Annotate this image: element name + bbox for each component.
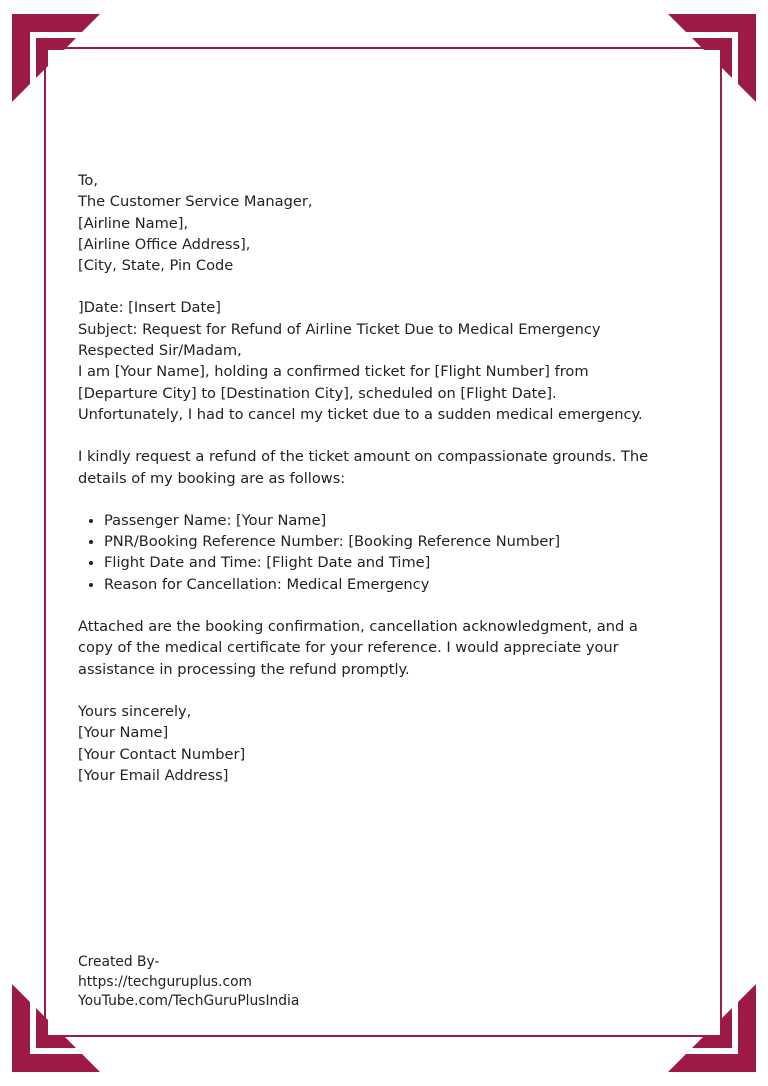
- salutation: Respected Sir/Madam,: [78, 342, 242, 360]
- corner-ornament-bottom-right: [646, 962, 756, 1072]
- corner-ornament-top-left: [12, 14, 122, 124]
- list-item: • Reason for Cancellation: Medical Emergency: [104, 574, 698, 595]
- paragraph-intro: [78, 361, 698, 425]
- creator-credit: [78, 953, 299, 1012]
- paragraph-line: Unfortunately, I had to cancel my ticket due to a sudden medical emergency.: [78, 405, 643, 423]
- closing-line: [Your Contact Number]: [78, 745, 246, 763]
- list-item: • Passenger Name: [Your Name]: [104, 510, 698, 531]
- booking-details-list: [78, 510, 698, 595]
- corner-ornament-top-right: [646, 14, 756, 124]
- letter-body: [78, 170, 698, 786]
- paragraph-line: copy of the medical certificate for your reference. I would appreciate your: [78, 639, 619, 657]
- recipient-line: [City, State, Pin Code: [78, 257, 234, 275]
- paragraph-line: I kindly request a refund of the ticket amount on compassionate grounds. The: [78, 448, 649, 466]
- recipient-line: [Airline Office Address],: [78, 235, 251, 253]
- paragraph-line: I am [Your Name], holding a confirmed ticket for [Flight Number] from: [78, 363, 589, 381]
- credit-website: https://techguruplus.com: [78, 973, 252, 990]
- paragraph-request: [78, 446, 698, 489]
- paragraph-line: Attached are the booking confirmation, cancellation acknowledgment, and a: [78, 618, 638, 636]
- list-item: • PNR/Booking Reference Number: [Booking Reference Number]: [104, 531, 698, 552]
- credit-youtube: YouTube.com/TechGuruPlusIndia: [78, 993, 300, 1009]
- recipient-address: [78, 170, 698, 276]
- date-line: ]Date: [Insert Date]: [78, 299, 221, 317]
- paragraph-line: assistance in processing the refund promptly.: [78, 660, 410, 678]
- closing-line: [Your Email Address]: [78, 766, 229, 784]
- recipient-line: The Customer Service Manager,: [78, 193, 313, 211]
- recipient-line: [Airline Name],: [78, 214, 189, 232]
- closing-signature: [78, 701, 698, 786]
- closing-line: Yours sincerely,: [78, 702, 192, 720]
- list-item: • Flight Date and Time: [Flight Date and Time]: [104, 552, 698, 573]
- recipient-line: To,: [78, 172, 99, 189]
- paragraph-line: details of my booking are as follows:: [78, 469, 346, 487]
- paragraph-attachments: [78, 616, 698, 680]
- credit-label: Created By-: [78, 954, 160, 970]
- paragraph-line: [Departure City] to [Destination City], scheduled on [Flight Date].: [78, 384, 557, 402]
- closing-line: [Your Name]: [78, 724, 169, 742]
- subject-line: Subject: Request for Refund of Airline Ticket Due to Medical Emergency: [78, 320, 601, 338]
